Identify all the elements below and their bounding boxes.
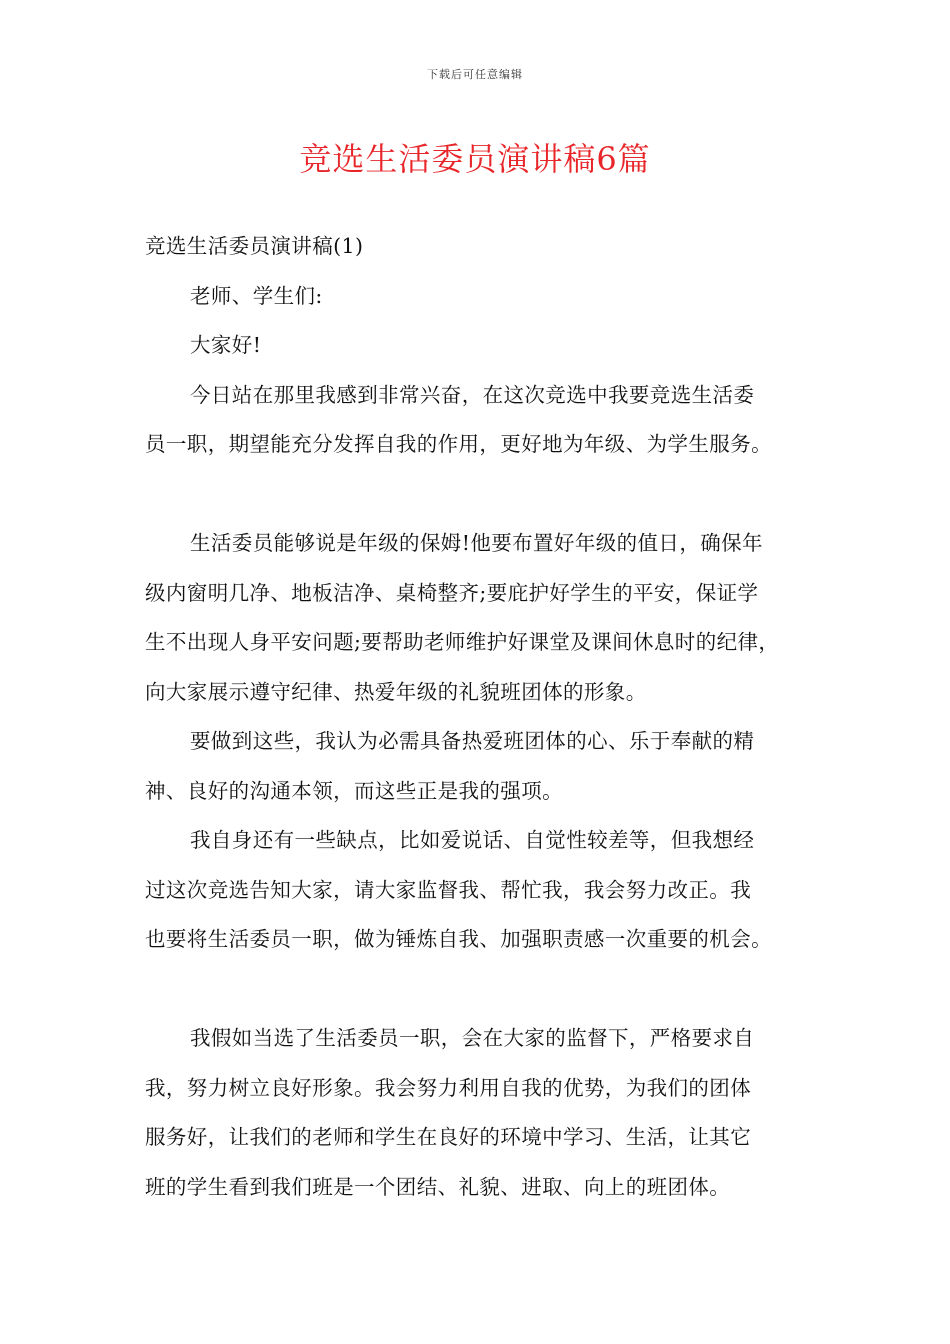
paragraph-line: 生活委员能够说是年级的保姆!他要布置好年级的值日，确保年	[190, 531, 763, 555]
paragraph-5	[145, 1014, 811, 1212]
paragraph-line: 我，努力树立良好形象。我会努力利用自我的优势，为我们的团体	[145, 1075, 752, 1100]
paragraph-line: 员一职，期望能充分发挥自我的作用，更好地为年级、为学生服务。	[145, 432, 772, 456]
paragraph-line: 生不出现人身平安问题;要帮助老师维护好课堂及课间休息时的纪律，	[145, 630, 780, 654]
document-body	[145, 222, 811, 1212]
section-subtitle: 竞选生活委员演讲稿(1)	[145, 234, 364, 258]
salutation: 大家好!	[190, 333, 262, 357]
greeting: 老师、学生们:	[190, 283, 323, 308]
paragraph-4	[145, 816, 811, 965]
document-title: 竞选生活委员演讲稿6篇	[299, 140, 651, 178]
blank-line	[145, 470, 811, 520]
paragraph-line: 班的学生看到我们班是一个团结、礼貌、进取、向上的班团体。	[145, 1174, 731, 1199]
paragraph-2	[145, 519, 811, 717]
paragraph-3	[145, 717, 811, 816]
paragraph-line: 我自身还有一些缺点，比如爱说话、自觉性较差等，但我想经	[190, 828, 755, 852]
paragraph-line: 我假如当选了生活委员一职，会在大家的监督下，严格要求自	[190, 1026, 755, 1050]
paragraph-line: 级内窗明几净、地板洁净、桌椅整齐;要庇护好学生的平安，保证学	[145, 580, 759, 605]
blank-line	[145, 965, 811, 1015]
paragraph-1	[145, 371, 811, 470]
paragraph-line: 要做到这些，我认为必需具备热爱班团体的心、乐于奉献的精	[190, 729, 755, 753]
paragraph-line: 神、良好的沟通本领，而这些正是我的强项。	[145, 778, 563, 803]
paragraph-line: 过这次竞选告知大家，请大家监督我、帮忙我，我会努力改正。我	[145, 877, 752, 902]
paragraph-line: 也要将生活委员一职，做为锤炼自我、加强职责感一次重要的机会。	[145, 927, 772, 951]
paragraph-line: 向大家展示遵守纪律、热爱年级的礼貌班团体的形象。	[145, 679, 647, 704]
header-note: 下载后可任意编辑	[427, 68, 523, 81]
paragraph-line: 服务好，让我们的老师和学生在良好的环境中学习、生活，让其它	[145, 1125, 752, 1149]
paragraph-line: 今日站在那里我感到非常兴奋，在这次竞选中我要竞选生活委	[190, 382, 755, 407]
